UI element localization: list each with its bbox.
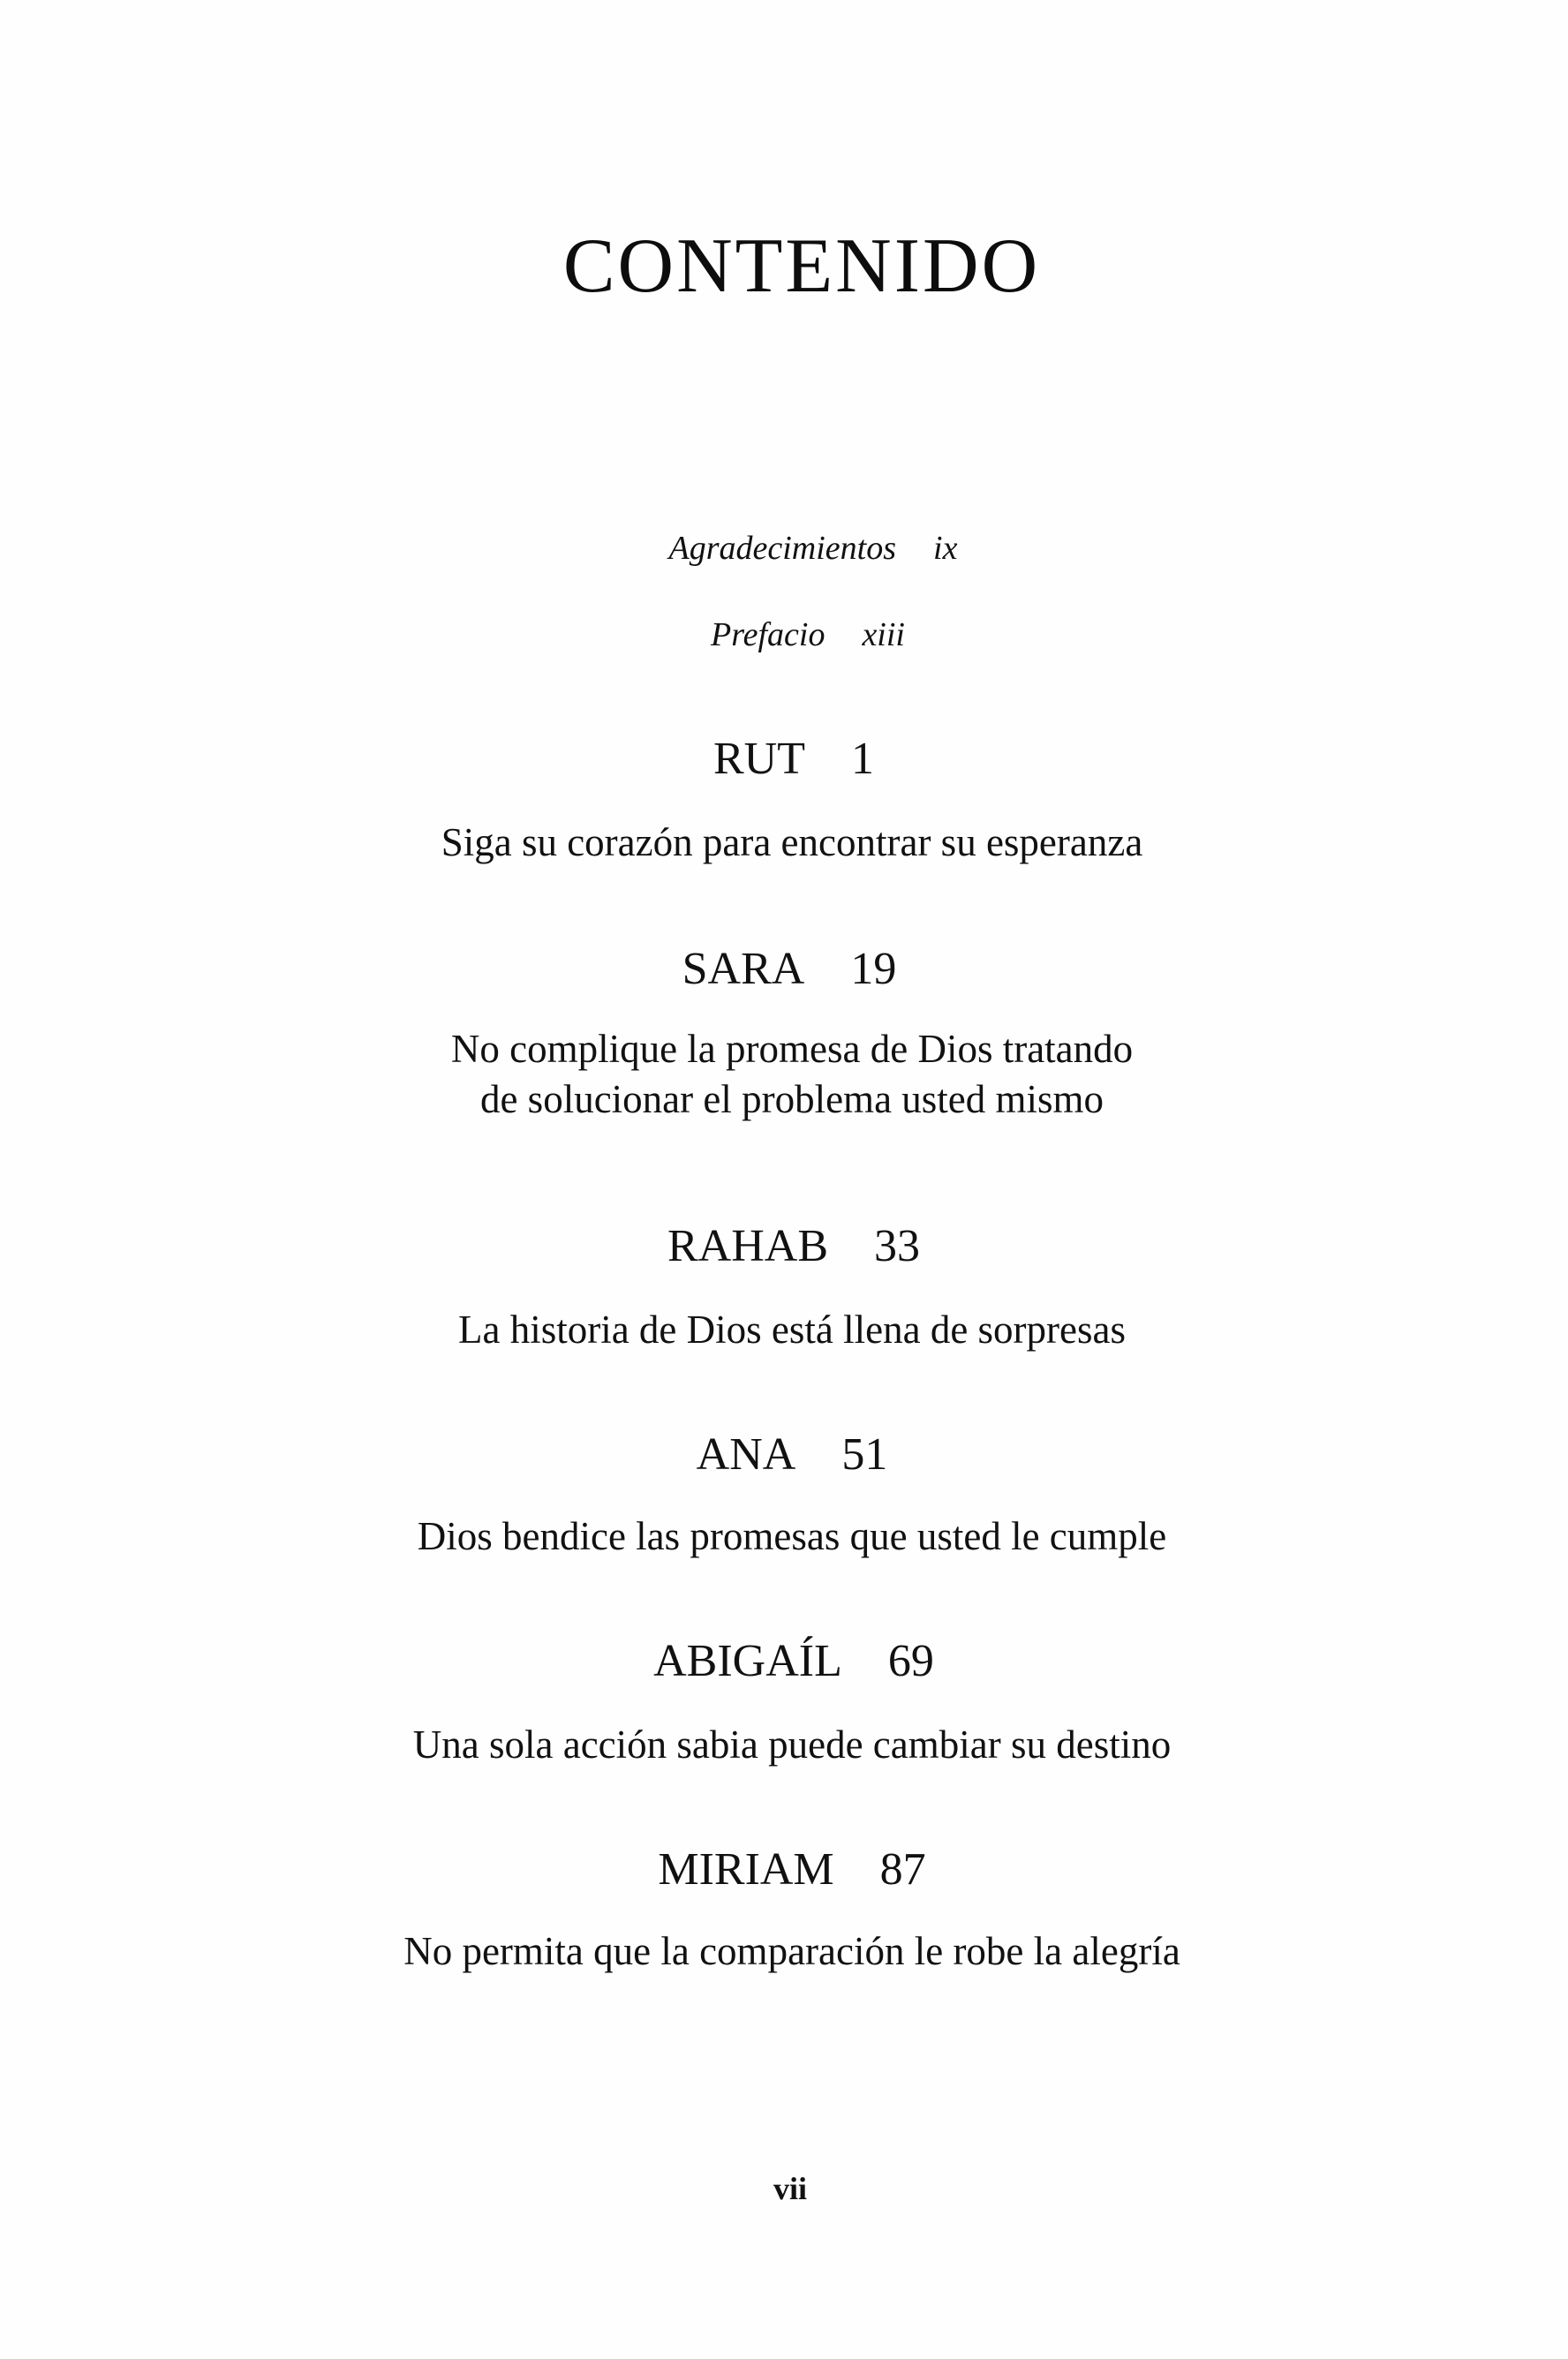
chapter-subtitle — [0, 1305, 1568, 1355]
toc-front-matter-item[interactable] — [0, 618, 1568, 652]
toc-chapter-heading[interactable] — [0, 1636, 1568, 1686]
chapter-page-number: 33 — [874, 1221, 921, 1271]
chapter-subtitle-line: Siga su corazón para encontrar su esperanza — [441, 820, 1143, 864]
chapter-subtitle — [0, 818, 1568, 868]
toc-item-page-number: ix — [933, 530, 958, 567]
chapter-page-number: 69 — [887, 1636, 934, 1686]
chapter-name: SARA — [682, 944, 805, 994]
chapter-subtitle-line: No complique la promesa de Dios tratando — [450, 1027, 1134, 1071]
chapter-name: MIRIAM — [658, 1844, 834, 1895]
toc-chapter-heading[interactable] — [0, 1429, 1568, 1480]
toc-item-label: Agradecimientos — [668, 530, 897, 567]
chapter-subtitle-line: Una sola acción sabia puede cambiar su destino — [412, 1722, 1172, 1767]
chapter-subtitle-line: La historia de Dios está llena de sorpresas — [457, 1308, 1126, 1352]
chapter-subtitle — [0, 1926, 1568, 1977]
toc-item-label: Prefacio — [711, 616, 825, 653]
toc-chapter-heading[interactable] — [0, 946, 1568, 992]
toc-chapter-heading[interactable] — [0, 1844, 1568, 1895]
toc-chapter-heading[interactable] — [0, 1221, 1568, 1271]
chapter-page-number: 87 — [879, 1844, 926, 1895]
chapter-subtitle — [0, 1511, 1568, 1562]
toc-front-matter-item[interactable] — [0, 531, 1568, 565]
toc-item-page-number: xiii — [862, 616, 905, 653]
chapter-page-number: 51 — [841, 1429, 888, 1480]
chapter-subtitle — [0, 1720, 1568, 1770]
toc-chapter-heading[interactable] — [0, 736, 1568, 782]
chapter-name: RUT — [713, 734, 805, 784]
chapter-subtitle-line: Dios bendice las promesas que usted le cumple — [417, 1514, 1167, 1558]
chapter-name: RAHAB — [667, 1221, 829, 1271]
chapter-name: ABIGAÍL — [653, 1636, 842, 1686]
chapter-subtitle-line: de solucionar el problema usted mismo — [479, 1076, 1104, 1121]
chapter-page-number: 1 — [851, 734, 874, 784]
page-title: CONTENIDO — [562, 223, 1041, 309]
chapter-page-number: 19 — [850, 944, 897, 994]
chapter-name: ANA — [696, 1429, 796, 1480]
page-number-folio: vii — [773, 2171, 807, 2206]
chapter-subtitle — [0, 1024, 1568, 1124]
chapter-subtitle-line: No permita que la comparación le robe la alegría — [403, 1929, 1180, 1973]
